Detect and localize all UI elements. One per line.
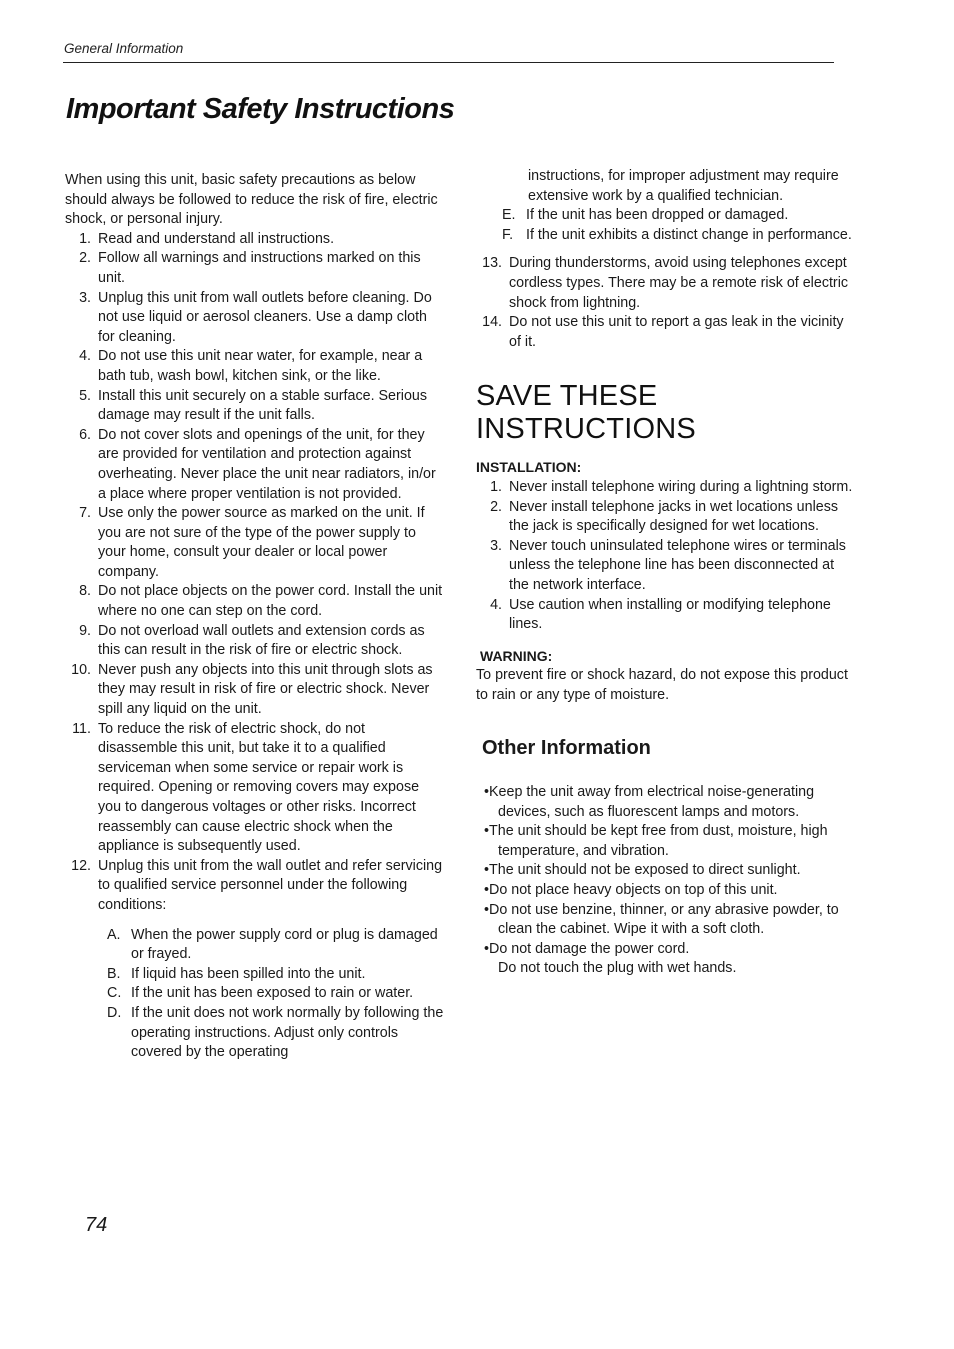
other-information-item — [480, 940, 856, 960]
condition-item-text: If liquid has been spilled into the unit. — [131, 965, 366, 982]
safety-item-text: Unplug this unit from the wall outlet and refer servicing to qualified service personnel under the following conditions: — [98, 857, 443, 913]
installation-item-text: Never install telephone wiring during a lightning storm. — [509, 478, 853, 495]
safety-item — [65, 504, 445, 582]
condition-item-number: D. — [107, 1004, 122, 1021]
safety-item-number: 9. — [79, 622, 91, 639]
condition-item — [107, 1004, 445, 1063]
save-instructions-heading: SAVE THESE INSTRUCTIONS — [476, 380, 696, 446]
other-information-item — [480, 861, 856, 881]
installation-label: INSTALLATION: — [476, 459, 582, 476]
installation-item-number: 1. — [490, 478, 502, 495]
safety-item-text: Read and understand all instructions. — [98, 230, 335, 247]
other-information-text: Do not use benzine, thinner, or any abrasive powder, to clean the cabinet. Wipe it with a soft cloth. — [489, 901, 839, 938]
installation-item-number: 4. — [490, 596, 502, 613]
conditions-list-more — [502, 206, 856, 245]
safety-item-text: Install this unit securely on a stable surface. Serious damage may result if the unit falls. — [98, 387, 427, 424]
safety-item — [65, 249, 445, 288]
other-information-text: Do not place heavy objects on top of this unit. — [489, 882, 778, 899]
bullet-icon: • — [484, 823, 490, 840]
safety-list — [65, 230, 445, 916]
safety-item-text: Do not use this unit to report a gas leak in the vicinity of it. — [509, 314, 844, 350]
installation-item-text: Never touch uninsulated telephone wires or terminals unless the telephone line has been disconnected at the network interface. — [509, 537, 846, 593]
safety-item — [65, 857, 445, 916]
safety-item — [65, 622, 445, 661]
warning-text: To prevent fire or shock hazard, do not expose this product to rain or any type of moisture. — [476, 667, 848, 703]
safety-item-text: Do not use this unit near water, for example, near a bath tub, wash bowl, kitchen sink, or the like. — [98, 348, 423, 384]
bullet-icon: • — [484, 862, 490, 879]
bullet-icon: • — [484, 882, 490, 899]
condition-item-number: C. — [107, 985, 122, 1002]
installation-item-text: Never install telephone jacks in wet locations unless the jack is specifically designed for wet locations. — [509, 498, 839, 535]
safety-item-number: 8. — [79, 583, 91, 600]
installation-item — [476, 596, 856, 635]
safety-list-more — [476, 254, 856, 352]
safety-item-text: Follow all warnings and instructions marked on this unit. — [98, 250, 421, 286]
safety-item-text: Do not place objects on the power cord. Install the unit where no one can step on the cord. — [98, 583, 443, 620]
safety-item-number: 11. — [72, 720, 91, 737]
bullet-icon: • — [484, 901, 490, 918]
safety-item — [65, 426, 445, 504]
condition-item-text: When the power supply cord or plug is damaged or frayed. — [131, 926, 438, 963]
condition-item-text: If the unit does not work normally by following the operating instructions. Adjust only controls covered by the operating — [131, 1004, 444, 1061]
other-information-item — [480, 881, 856, 901]
safety-item-text: Use only the power source as marked on the unit. If you are not sure of the type of the power supply to your home, consult your dealer or local power company. — [98, 505, 425, 580]
safety-item-number: 3. — [79, 289, 91, 306]
condition-item-text: If the unit has been exposed to rain or water. — [131, 985, 414, 1002]
installation-item-number: 2. — [490, 498, 502, 515]
other-information-item — [480, 901, 856, 940]
safety-item-text: During thunderstorms, avoid using telephones except cordless types. There may be a remote risk of electric shock from lightning. — [509, 255, 849, 311]
condition-item-text: If the unit exhibits a distinct change in performance. — [526, 226, 852, 243]
safety-item-text: To reduce the risk of electric shock, do not disassemble this unit, but take it to a qualified serviceman when some service or repair work is required. Opening or removing covers may expose you to dangerous voltages or other risks. Incorrect reassembly can cause electric shock when the appliance is subsequently used. — [98, 720, 420, 855]
other-information-item — [480, 783, 856, 822]
condition-item — [107, 926, 445, 965]
installation-item — [476, 498, 856, 537]
intro-paragraph: When using this unit, basic safety precautions as below should always be followed to reduce the risk of fire, electric shock, or personal injury. — [65, 172, 438, 228]
safety-item — [476, 313, 856, 352]
other-last-line: Do not touch the plug with wet hands. — [498, 960, 737, 977]
other-information-text: The unit should be kept free from dust, moisture, high temperature, and vibration. — [489, 823, 828, 859]
safety-item-number: 5. — [79, 387, 91, 404]
installation-item — [476, 478, 856, 498]
safety-item-number: 14. — [482, 314, 502, 331]
safety-item-number: 2. — [79, 250, 91, 267]
safety-item — [65, 661, 445, 720]
safety-item-number: 1. — [79, 230, 91, 247]
condition-item — [107, 984, 445, 1004]
safety-item-number: 7. — [79, 505, 91, 522]
page-number: 74 — [85, 1214, 108, 1236]
condition-item-number: E. — [502, 207, 516, 224]
installation-item-text: Use caution when installing or modifying telephone lines. — [509, 596, 831, 633]
safety-item-number: 6. — [79, 426, 91, 443]
safety-item-number: 12. — [71, 857, 91, 874]
safety-item — [476, 254, 856, 313]
header-rule — [63, 62, 834, 63]
conditions-list — [107, 926, 445, 1063]
right-column — [476, 167, 856, 979]
safety-item-text: Unplug this unit from wall outlets before cleaning. Do not use liquid or aerosol cleaners. Use a damp cloth for cleaning. — [98, 289, 432, 345]
safety-item — [65, 289, 445, 348]
other-information-text: Do not damage the power cord. — [489, 940, 690, 957]
page-title: Important Safety Instructions — [66, 93, 455, 125]
conditions-continued: instructions, for improper adjustment may require extensive work by a qualified technician. — [528, 168, 839, 204]
safety-item-number: 10. — [71, 661, 91, 678]
safety-item-number: 4. — [79, 348, 91, 365]
safety-item — [65, 230, 445, 250]
left-column — [65, 171, 445, 1063]
safety-item — [65, 387, 445, 426]
safety-item — [65, 582, 445, 621]
condition-item-text: If the unit has been dropped or damaged. — [526, 207, 789, 224]
condition-item — [502, 206, 856, 226]
installation-item — [476, 537, 856, 596]
condition-item-number: B. — [107, 965, 121, 982]
safety-item — [65, 347, 445, 386]
other-information-text: Keep the unit away from electrical noise-generating devices, such as fluorescent lamps and motors. — [489, 784, 815, 820]
header-section-label: General Information — [64, 41, 184, 56]
safety-item — [65, 720, 445, 857]
other-information-item — [480, 822, 856, 861]
condition-item-number: A. — [107, 926, 121, 943]
condition-item — [107, 965, 445, 985]
bullet-icon: • — [484, 940, 490, 957]
safety-item-text: Do not cover slots and openings of the unit, for they are provided for ventilation and protection against overheating. Never place the unit near radiators, in/or a place where proper ventilation is not provided. — [98, 426, 436, 502]
installation-item-number: 3. — [490, 537, 502, 554]
other-information-heading: Other Information — [482, 737, 651, 760]
warning-label: WARNING: — [480, 647, 553, 664]
safety-item-number: 13. — [482, 255, 502, 272]
other-information-text: The unit should not be exposed to direct sunlight. — [489, 862, 801, 879]
condition-item-number: F. — [502, 226, 514, 243]
installation-list — [476, 478, 856, 635]
bullet-icon: • — [484, 784, 490, 801]
condition-item — [502, 226, 856, 246]
safety-item-text: Never push any objects into this unit through slots as they may result in risk of fire or electric shock. Never spill any liquid on the unit. — [98, 661, 433, 718]
other-information-list — [476, 783, 856, 959]
safety-item-text: Do not overload wall outlets and extension cords as this can result in the risk of fire or electric shock. — [98, 622, 425, 659]
